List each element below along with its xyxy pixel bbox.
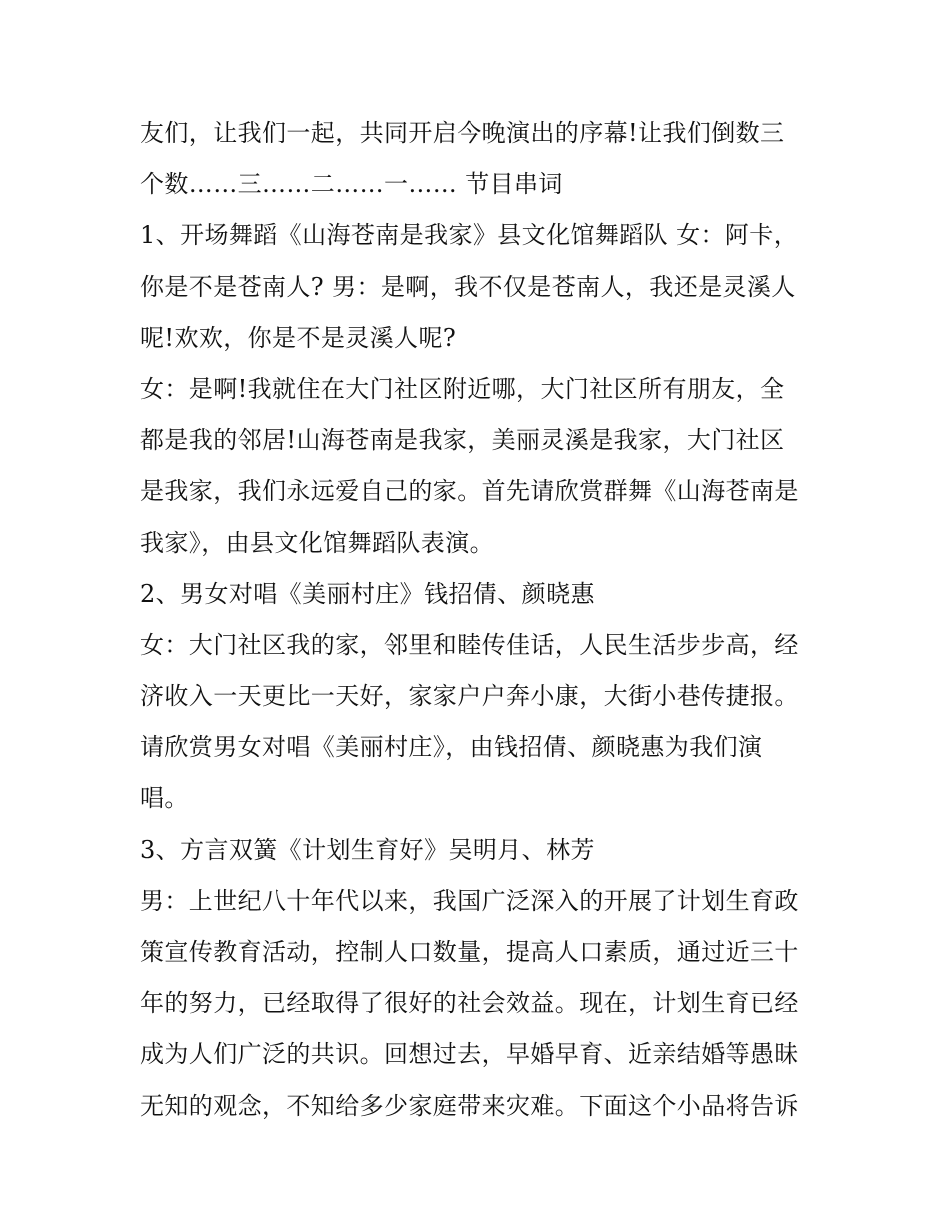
text-line: 都是我的邻居!山海苍南是我家，美丽灵溪是我家，大门社区 bbox=[140, 426, 785, 455]
text-line: 无知的观念，不知给多少家庭带来灾难。下面这个小品将告诉 bbox=[140, 1091, 799, 1120]
text-line: 友们，让我们一起，共同开启今晚演出的序幕!让我们倒数三 bbox=[140, 119, 785, 147]
text-line: 个数……三……二……一…… 节目串词 bbox=[140, 170, 563, 199]
text-line: 唱。 bbox=[140, 784, 189, 813]
text-line: 策宣传教育活动，控制人口数量，提高人口素质，通过近三十 bbox=[140, 938, 799, 966]
text-line: 是我家，我们永远爱自己的家。首先请欣赏群舞《山海苍南是 bbox=[140, 477, 799, 506]
text-line: 2、男女对唱《美丽村庄》钱招倩、颜晓惠 bbox=[140, 579, 595, 608]
text-line: 请欣赏男女对唱《美丽村庄》，由钱招倩、颜晓惠为我们演 bbox=[140, 733, 763, 762]
text-line: 你是不是苍南人? 男：是啊，我不仅是苍南人，我还是灵溪人 bbox=[140, 272, 796, 301]
text-line: 我家》，由县文化馆舞蹈队表演。 bbox=[140, 528, 494, 557]
text-line: 成为人们广泛的共识。回想过去，早婚早育、近亲结婚等愚昧 bbox=[140, 1040, 799, 1069]
text-line: 女：是啊!我就住在大门社区附近哪，大门社区所有朋友，全 bbox=[140, 374, 785, 403]
text-line: 呢!欢欢，你是不是灵溪人呢? bbox=[140, 323, 457, 352]
text-line: 女：大门社区我的家，邻里和睦传佳话，人民生活步步高，经 bbox=[140, 630, 799, 659]
text-line: 1、开场舞蹈《山海苍南是我家》县文化馆舞蹈队 女：阿卡， bbox=[140, 221, 799, 250]
text-line: 3、方言双簧《计划生育好》吴明月、林芳 bbox=[140, 835, 595, 864]
text-line: 济收入一天更比一天好，家家户户奔小康，大街小巷传捷报。 bbox=[140, 682, 799, 711]
text-line: 男：上世纪八十年代以来，我国广泛深入的开展了计划生育政 bbox=[140, 886, 799, 915]
document-body bbox=[140, 108, 820, 1132]
text-line: 年的努力，已经取得了很好的社会效益。现在，计划生育已经 bbox=[140, 989, 799, 1018]
